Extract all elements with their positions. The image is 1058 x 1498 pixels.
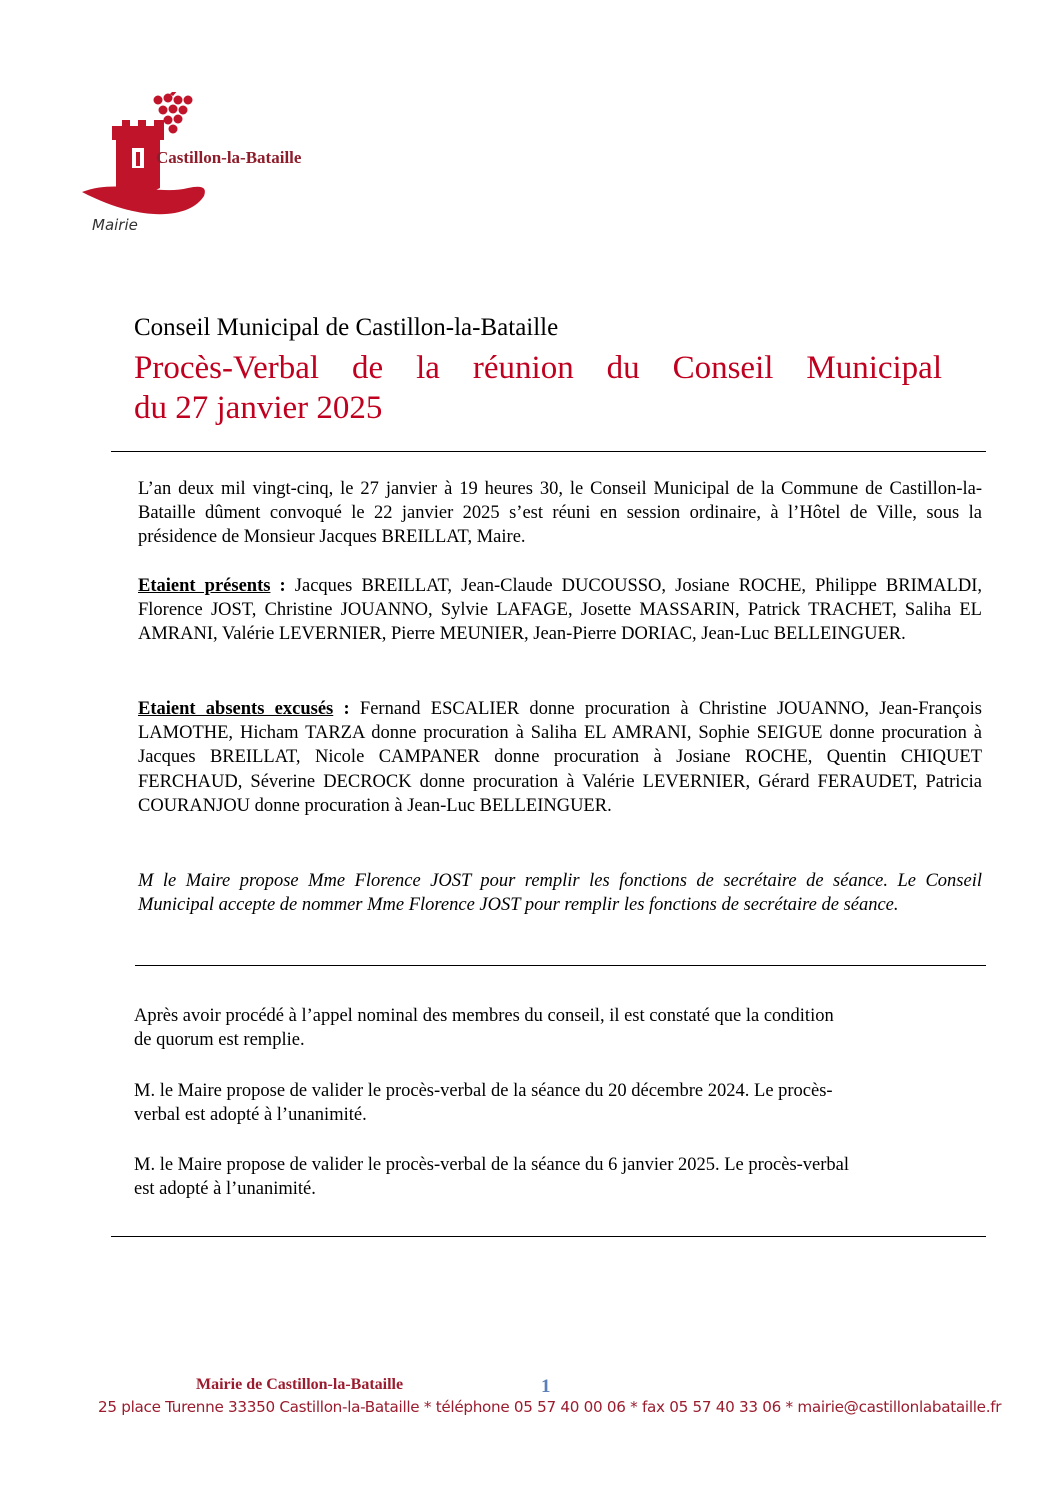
quorum-line-1: Après avoir procédé à l’appel nominal des membres du conseil, il est constaté que la condition <box>134 1006 834 1026</box>
logo-caption: Mairie <box>92 216 138 234</box>
footer-address: 25 place Turenne 33350 Castillon-la-Bataille * téléphone 05 57 40 00 06 * fax 05 57 40 33 06 * mairie@castillonlabataille.fr <box>98 1398 1002 1416</box>
quorum-line-2: de quorum est remplie. <box>134 1030 305 1051</box>
footer-organization: Mairie de Castillon-la-Bataille <box>196 1376 404 1393</box>
presents-paragraph <box>138 574 982 647</box>
presents-colon: : <box>270 576 286 596</box>
divider-bottom <box>111 1236 986 1237</box>
absents-colon: : <box>333 699 350 719</box>
divider-middle <box>135 965 986 966</box>
absents-paragraph <box>138 697 982 818</box>
pv-approval-1 <box>134 1079 950 1127</box>
logo-town-name: Castillon-la-Bataille <box>156 148 302 167</box>
document-title: Procès-Verbal de la réunion du Conseil Municipal <box>134 350 942 386</box>
pv1-line-1: M. le Maire propose de valider le procès-verbal de la séance du 20 décembre 2024. Le procès- <box>134 1081 833 1101</box>
page-number: 1 <box>541 1376 551 1397</box>
pv-approval-2 <box>134 1153 950 1201</box>
document-title-date: du 27 janvier 2025 <box>134 390 383 426</box>
intro-paragraph: L’an deux mil vingt-cinq, le 27 janvier à 19 heures 30, le Conseil Municipal de la Commune de Castillon-la-Bataille dûment convoqué le 22 janvier 2025 s’est réuni en session ordinaire, à l’Hôtel de Ville, sous la présidence de Monsieur Jacques BREILLAT, Maire. <box>138 479 982 548</box>
presents-list: Jacques BREILLAT, Jean-Claude DUCOUSSO, Josiane ROCHE, Philippe BRIMALDI, Florence JOST, Christine JOUANNO, Sylvie LAFAGE, Josette MASSARIN, Patrick TRACHET, Saliha EL AMRANI, Valérie LEVERNIER, Pierre MEUNIER, Jean-Pierre DORIAC, Jean-Luc BELLEINGUER. <box>138 576 982 645</box>
quorum-paragraph <box>134 1004 950 1052</box>
document-subtitle: Conseil Municipal de Castillon-la-Bataille <box>134 314 559 341</box>
absents-label: Etaient absents excusés <box>138 699 334 719</box>
absents-list: Fernand ESCALIER donne procuration à Christine JOUANNO, Jean-François LAMOTHE, Hicham TARZA donne procuration à Saliha EL AMRANI, Sophie SEIGUE donne procuration à Jacques BREILLAT, Nicole CAMPANER donne procuration à Josiane ROCHE, Quentin CHIQUET FERCHAUD, Séverine DECROCK donne procuration à Valérie LEVERNIER, Gérard FERAUDET, Patricia COURANJOU donne procuration à Jean-Luc BELLEINGUER. <box>138 699 982 816</box>
pv2-line-2: est adopté à l’unanimité. <box>134 1179 316 1200</box>
pv1-line-2: verbal est adopté à l’unanimité. <box>134 1105 367 1126</box>
town-logo <box>78 92 378 252</box>
pv2-line-1: M. le Maire propose de valider le procès-verbal de la séance du 6 janvier 2025. Le procès-verbal <box>134 1155 850 1175</box>
divider-top <box>111 451 986 452</box>
presents-label: Etaient présents <box>138 576 271 596</box>
secretary-paragraph: M le Maire propose Mme Florence JOST pour remplir les fonctions de secrétaire de séance. Le Conseil Municipal accepte de nommer Mme Florence JOST pour remplir les fonctions de secrétaire de séance. <box>138 871 982 916</box>
